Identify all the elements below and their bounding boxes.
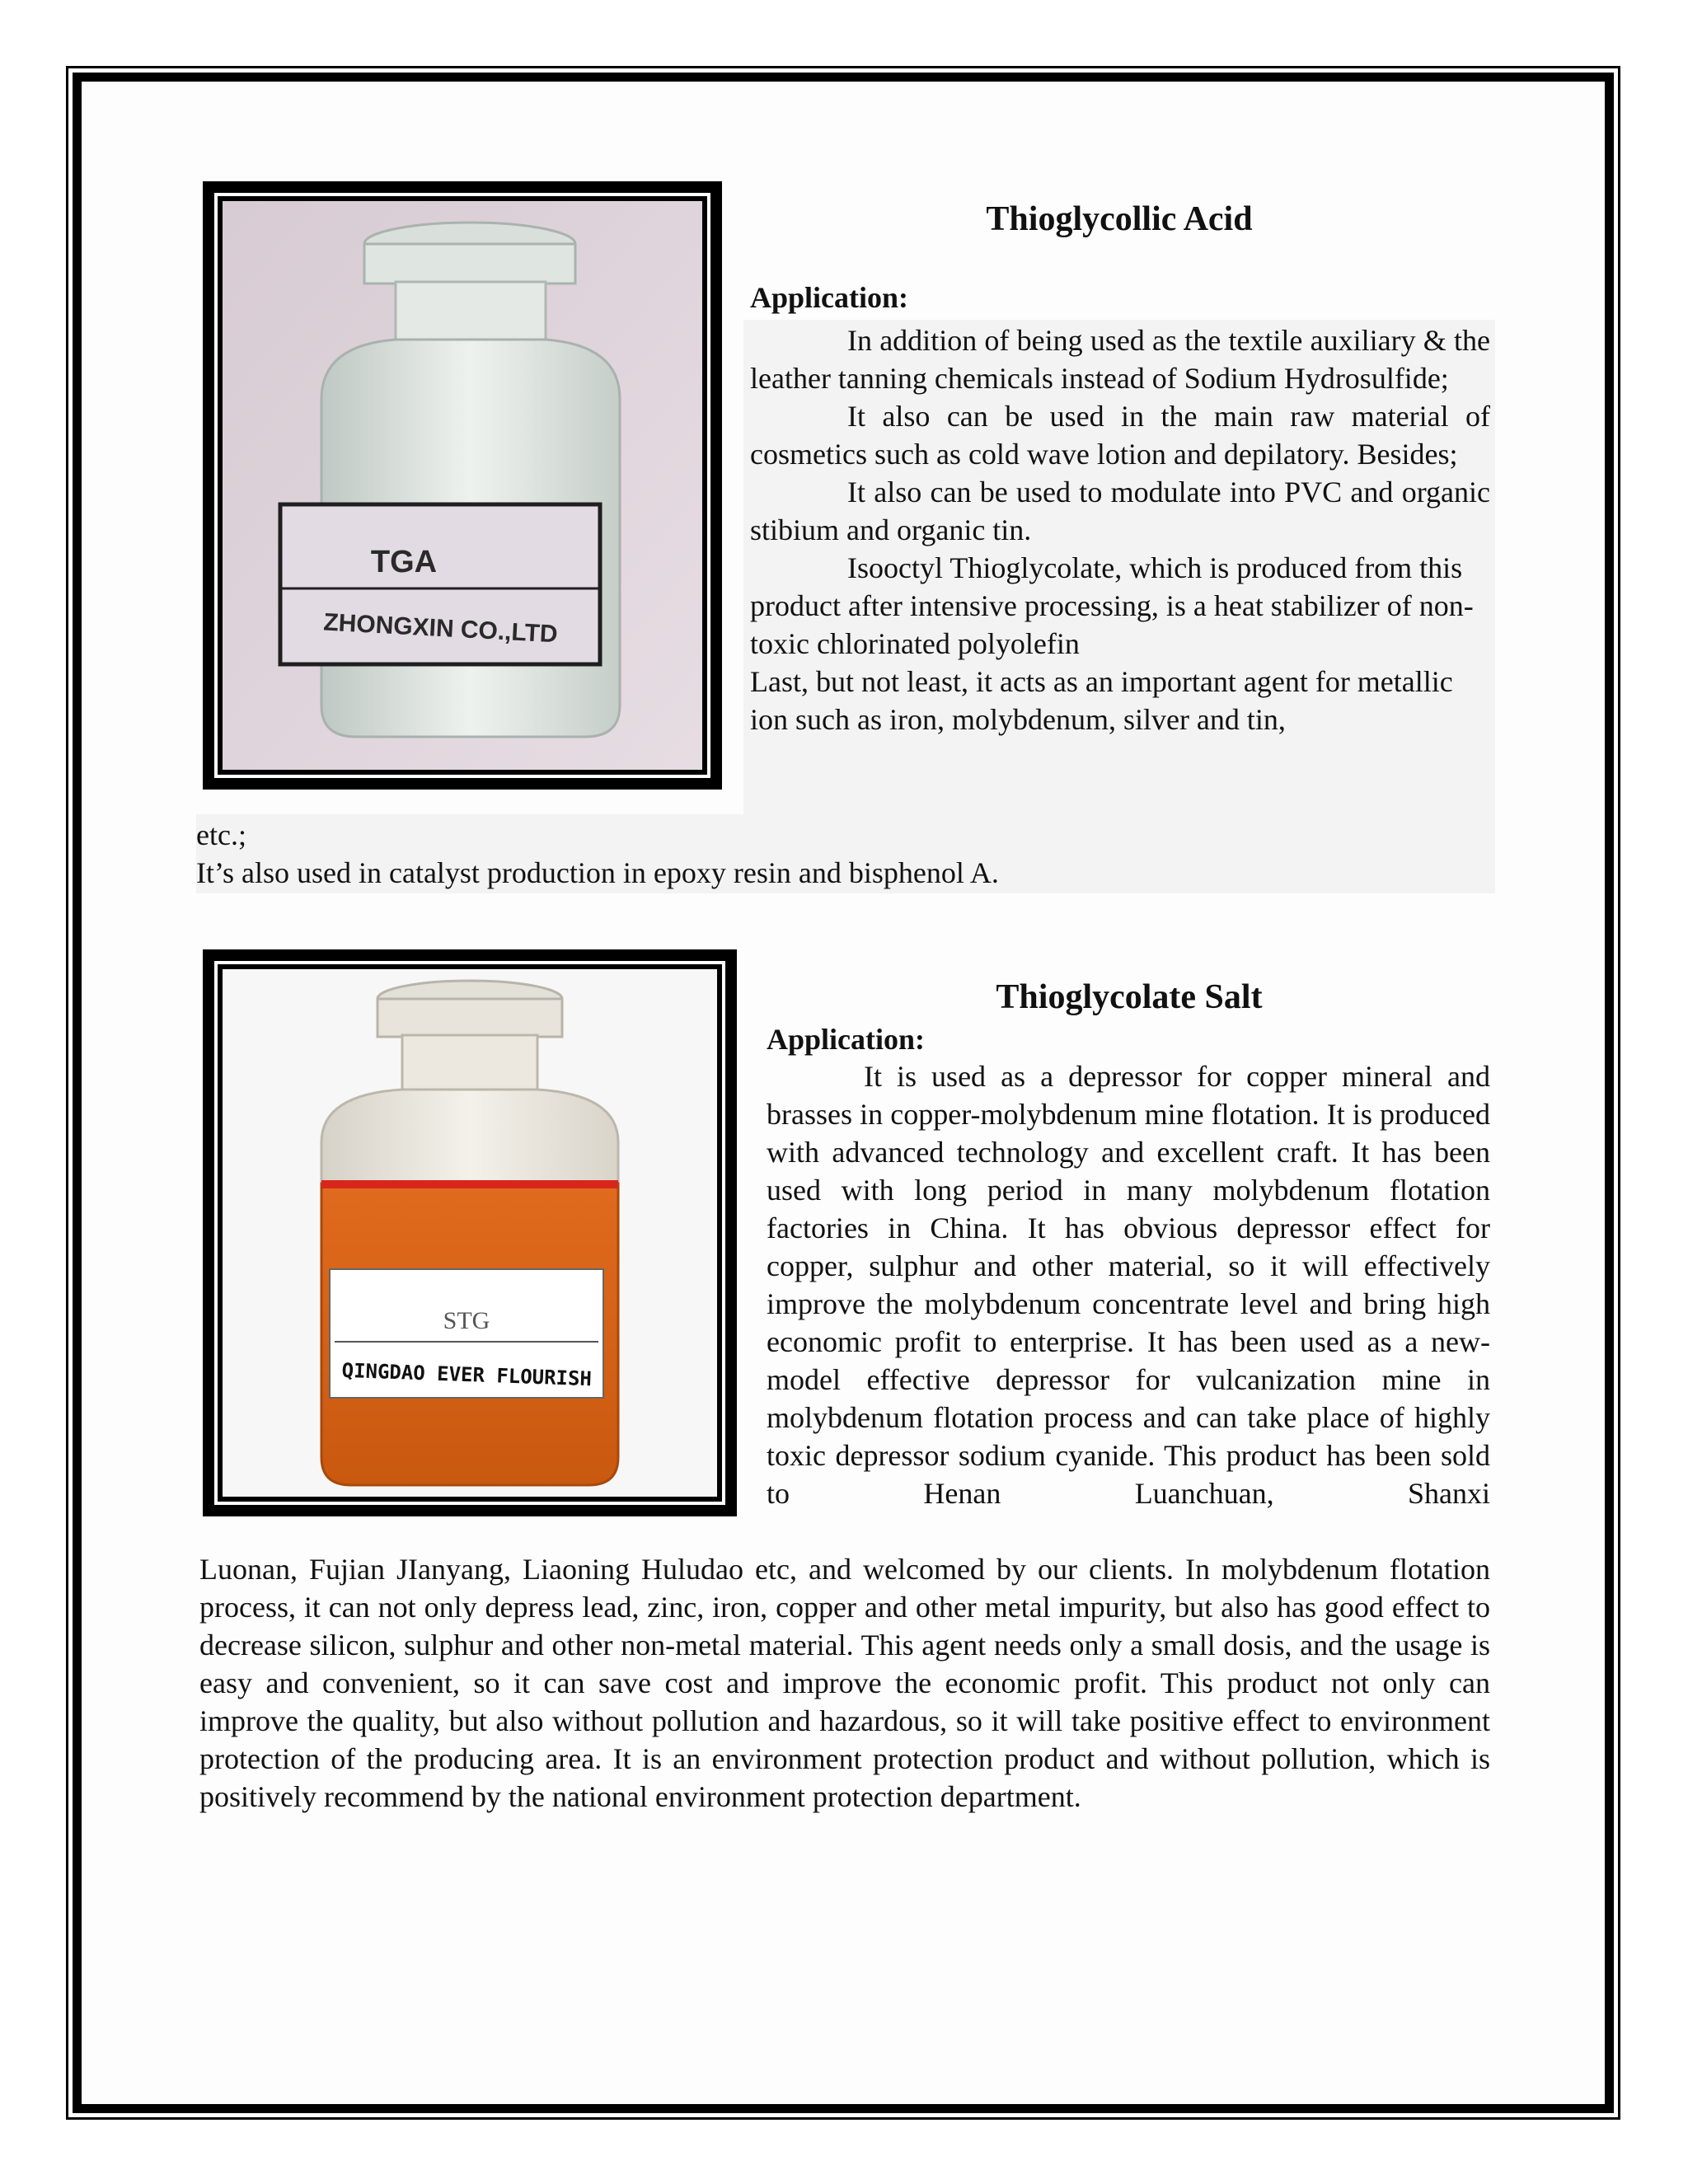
section2-full-paragraph: Luonan, Fujian JIanyang, Liaoning Huludao etc, and welcomed by our clients. In molybdenum flotation process, it can not only depress lead, zinc, iron, copper and other metal impurity, but also has good effect to decrease silicon, sulphur and other non-metal material. This agent needs only a small dosis, and the usage is easy and convenient, so it can save cost and improve the economic profit. This product not only can improve the quality, but also without pollution and hazardous, so it will take positive effect to environment protection of the producing area. It is an environment protection product and without pollution, which is positively recommend by the national environment protection department. — [199, 1553, 1490, 1813]
stg-label-company: QINGDAO EVER FLOURISH — [341, 1358, 593, 1391]
section2-application-label: Application: — [767, 1023, 926, 1056]
tga-label-company: ZHONGXIN CO.,LTD — [322, 608, 559, 649]
section1-title: Thioglycollic Acid — [986, 200, 1253, 238]
section1-description — [750, 321, 1490, 738]
section1-application-label: Application: — [750, 281, 909, 314]
stg-photo — [203, 949, 737, 1516]
section2-side-paragraph: It is used as a depressor for copper mineral and brasses in copper-molybdenum mine flotation. It is produced with advanced technology and excellent craft. It has been used with long period in many molybdenum flotation factories in China. It has obvious depressor effect for copper, sulphur and other material, so it will effectively improve the molybdenum concentrate level and bring high economic profit to enterprise. It has been used as a new-model effective depressor for vulcanization mine in molybdenum flotation process and can take place of highly toxic depressor sodium cyanide. This product has been sold to Henan Luanchuan, Shanxi — [767, 1060, 1490, 1510]
section1-trailing-line-2: It’s also used in catalyst production in epoxy resin and bisphenol A. — [196, 856, 999, 889]
section2-title: Thioglycolate Salt — [996, 978, 1263, 1016]
section1-paragraph-4: Isooctyl Thioglycolate, which is produced from this product after intensive processing, is a heat stabilizer of non-toxic chlorinated polyolefin — [750, 551, 1474, 660]
tga-bottle-image — [223, 201, 702, 770]
tga-label-text: TGA — [370, 545, 438, 579]
section1-paragraph-3: It also can be used to modulate into PVC and organic stibium and organic tin. — [750, 476, 1490, 546]
section1-paragraph-5: Last, but not least, it acts as an important agent for metallic ion such as iron, molybdenum, silver and tin, — [750, 665, 1453, 736]
section1-paragraph-2: It also can be used in the main raw material of cosmetics such as cold wave lotion and depilatory. Besides; — [750, 400, 1490, 471]
section1-paragraph-1: In addition of being used as the textile auxiliary & the leather tanning chemicals instead of Sodium Hydrosulfide; — [750, 324, 1490, 395]
tga-photo — [203, 181, 722, 790]
stg-bottle-image — [223, 969, 717, 1497]
stg-label-text: STG — [443, 1307, 490, 1334]
section1-trailing-line-1: etc.; — [196, 818, 246, 851]
